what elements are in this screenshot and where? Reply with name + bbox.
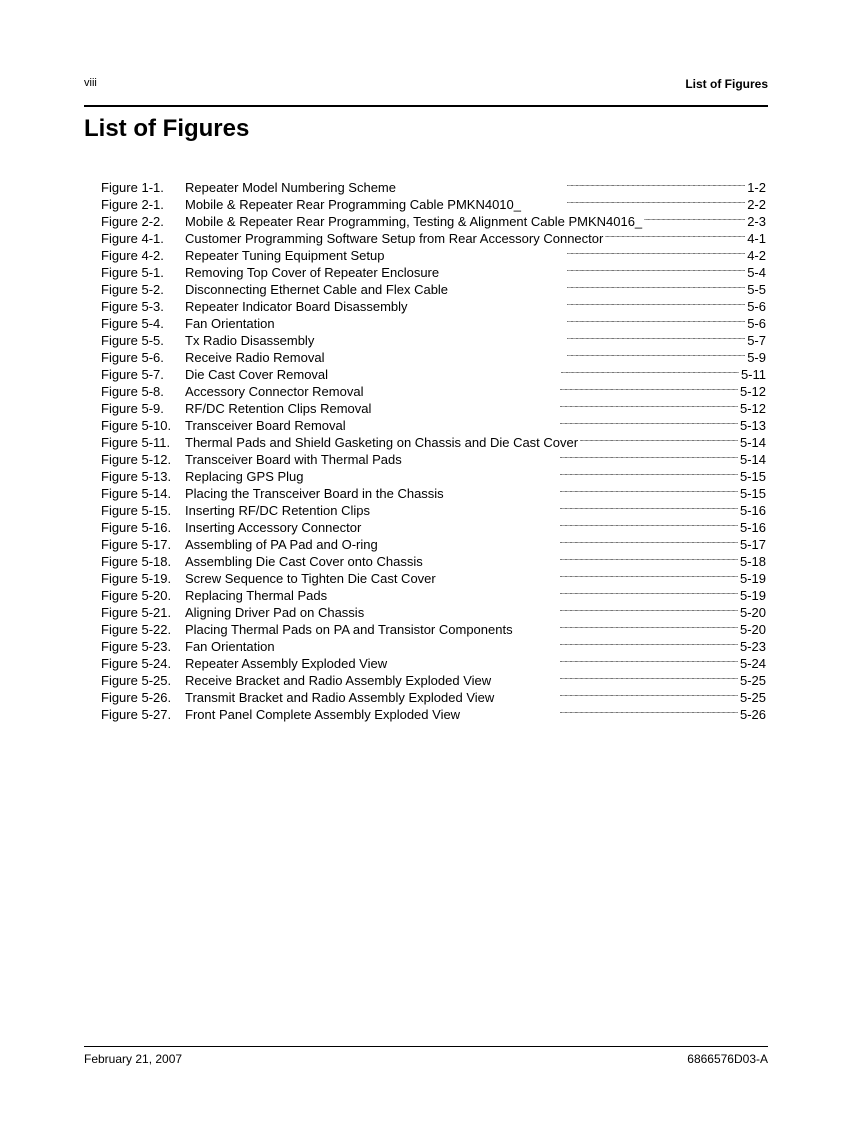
figure-title: Transceiver Board Removal	[185, 418, 346, 433]
figure-page-ref: 5-15	[739, 486, 766, 501]
figure-title: Fan Orientation	[185, 639, 275, 654]
dot-leader	[515, 617, 738, 634]
figure-title: Inserting RF/DC Retention Clips	[185, 503, 370, 518]
figure-number: Figure 5-3.	[101, 299, 164, 314]
figure-entry[interactable]	[101, 175, 766, 195]
figure-page-ref: 5-13	[739, 418, 766, 433]
figure-page-ref: 5-18	[739, 554, 766, 569]
footer-document-number: 6866576D03-A	[687, 1052, 768, 1066]
figure-page-ref: 5-20	[739, 605, 766, 620]
figure-number: Figure 5-6.	[101, 350, 164, 365]
figure-list	[101, 175, 766, 722]
dot-leader	[496, 685, 738, 702]
figure-page-ref: 5-20	[739, 622, 766, 637]
figure-page-ref: 5-6	[747, 316, 766, 331]
figure-page-ref: 5-26	[739, 707, 766, 722]
figure-number: Figure 5-15.	[101, 503, 172, 518]
figure-page-ref: 5-25	[739, 673, 766, 688]
figure-page-ref: 4-2	[747, 248, 766, 263]
figure-title: Transmit Bracket and Radio Assembly Exploded View	[185, 690, 495, 705]
figure-page-ref: 5-12	[739, 384, 766, 399]
figure-title: Tx Radio Disassembly	[185, 333, 315, 348]
figure-page-ref: 2-3	[747, 214, 766, 229]
dot-leader	[329, 583, 738, 600]
figure-number: Figure 5-10.	[101, 418, 172, 433]
figure-title: Placing the Transceiver Board in the Chassis	[185, 486, 444, 501]
figure-title: Disconnecting Ethernet Cable and Flex Cable	[185, 282, 449, 297]
figure-title: Repeater Indicator Board Disassembly	[185, 299, 408, 314]
dot-leader	[372, 498, 738, 515]
figure-number: Figure 4-1.	[101, 231, 164, 246]
dot-leader	[330, 362, 739, 379]
figure-page-ref: 1-2	[747, 180, 766, 195]
figure-page-ref: 5-4	[747, 265, 766, 280]
figure-page-ref: 4-1	[747, 231, 766, 246]
figure-page-ref: 5-17	[739, 537, 766, 552]
figure-title: Repeater Model Numbering Scheme	[185, 180, 396, 195]
figure-title: Assembling of PA Pad and O-ring	[185, 537, 378, 552]
figure-title: Receive Radio Removal	[185, 350, 325, 365]
dot-leader	[277, 311, 746, 328]
figure-page-ref: 5-16	[739, 503, 766, 518]
figure-title: Screw Sequence to Tighten Die Cast Cover	[185, 571, 436, 586]
figure-number: Figure 5-1.	[101, 265, 164, 280]
dot-leader	[380, 532, 738, 549]
figure-title: Mobile & Repeater Rear Programming, Testing & Alignment Cable PMKN4016_	[185, 214, 643, 229]
dot-leader	[277, 634, 738, 651]
figure-title: Mobile & Repeater Rear Programming Cable PMKN4010_	[185, 197, 521, 212]
figure-number: Figure 5-18.	[101, 554, 172, 569]
figure-number: Figure 5-21.	[101, 605, 172, 620]
figure-number: Figure 5-13.	[101, 469, 172, 484]
dot-leader	[373, 396, 738, 413]
figure-title: Transceiver Board with Thermal Pads	[185, 452, 402, 467]
figure-number: Figure 5-14.	[101, 486, 172, 501]
figure-number: Figure 5-24.	[101, 656, 172, 671]
figure-title: Front Panel Complete Assembly Exploded View	[185, 707, 461, 722]
figure-page-ref: 5-11	[740, 367, 766, 382]
figure-title: Replacing Thermal Pads	[185, 588, 328, 603]
figure-number: Figure 5-22.	[101, 622, 172, 637]
dot-leader	[398, 175, 745, 192]
dot-leader	[386, 243, 745, 260]
figure-page-ref: 5-25	[739, 690, 766, 705]
figure-number: Figure 5-20.	[101, 588, 172, 603]
figure-number: Figure 5-27.	[101, 707, 172, 722]
page-footer	[84, 1052, 768, 1068]
dot-leader	[462, 702, 738, 719]
figure-number: Figure 5-11.	[101, 435, 171, 450]
header-divider	[84, 105, 768, 107]
figure-page-ref: 5-6	[747, 299, 766, 314]
figure-number: Figure 5-23.	[101, 639, 172, 654]
figure-page-ref: 5-7	[747, 333, 766, 348]
figure-title: Repeater Assembly Exploded View	[185, 656, 388, 671]
figure-title: Inserting Accessory Connector	[185, 520, 362, 535]
dot-leader	[446, 481, 738, 498]
dot-leader	[438, 566, 738, 583]
footer-date: February 21, 2007	[84, 1052, 183, 1066]
dot-leader	[493, 668, 738, 685]
figure-page-ref: 2-2	[747, 197, 766, 212]
page-header	[84, 77, 768, 93]
dot-leader	[404, 447, 738, 464]
header-page-number: viii	[84, 77, 97, 89]
figure-title: Removing Top Cover of Repeater Enclosure	[185, 265, 440, 280]
figure-title: Fan Orientation	[185, 316, 275, 331]
figure-number: Figure 5-8.	[101, 384, 164, 399]
figure-number: Figure 5-16.	[101, 520, 172, 535]
dot-leader	[366, 600, 738, 617]
figure-title: Customer Programming Software Setup from Rear Accessory Connector	[185, 231, 604, 246]
dot-leader	[410, 294, 746, 311]
header-section-title: List of Figures	[685, 77, 768, 91]
dot-leader	[348, 413, 738, 430]
dot-leader	[363, 515, 738, 532]
dot-leader	[365, 379, 738, 396]
dot-leader	[644, 209, 745, 226]
figure-title: Thermal Pads and Shield Gasketing on Chassis and Die Cast Cover	[185, 435, 579, 450]
figure-page-ref: 5-24	[739, 656, 766, 671]
dot-leader	[306, 464, 738, 481]
figure-number: Figure 5-12.	[101, 452, 172, 467]
figure-number: Figure 5-25.	[101, 673, 172, 688]
figure-page-ref: 5-14	[739, 435, 766, 450]
figure-title: Receive Bracket and Radio Assembly Exploded View	[185, 673, 492, 688]
footer-divider	[84, 1046, 768, 1047]
figure-number: Figure 5-9.	[101, 401, 164, 416]
dot-leader	[425, 549, 738, 566]
figure-page-ref: 5-23	[739, 639, 766, 654]
figure-page-ref: 5-9	[747, 350, 766, 365]
figure-number: Figure 2-2.	[101, 214, 164, 229]
dot-leader	[450, 277, 745, 294]
figure-number: Figure 4-2.	[101, 248, 164, 263]
figure-number: Figure 2-1.	[101, 197, 164, 212]
figure-page-ref: 5-5	[747, 282, 766, 297]
dot-leader	[326, 345, 745, 362]
figure-title: Repeater Tuning Equipment Setup	[185, 248, 385, 263]
figure-title: Aligning Driver Pad on Chassis	[185, 605, 365, 620]
figure-number: Figure 5-26.	[101, 690, 172, 705]
dot-leader	[523, 192, 745, 209]
figure-number: Figure 5-2.	[101, 282, 164, 297]
dot-leader	[441, 260, 745, 277]
dot-leader	[316, 328, 745, 345]
figure-page-ref: 5-19	[739, 588, 766, 603]
figure-title: Placing Thermal Pads on PA and Transistor Components	[185, 622, 513, 637]
figure-number: Figure 5-5.	[101, 333, 164, 348]
figure-number: Figure 5-4.	[101, 316, 164, 331]
dot-leader	[580, 430, 738, 447]
figure-title: RF/DC Retention Clips Removal	[185, 401, 372, 416]
figure-title: Accessory Connector Removal	[185, 384, 364, 399]
figure-title: Replacing GPS Plug	[185, 469, 304, 484]
figure-number: Figure 5-7.	[101, 367, 164, 382]
figure-number: Figure 5-17.	[101, 537, 172, 552]
figure-title: Die Cast Cover Removal	[185, 367, 329, 382]
dot-leader	[389, 651, 738, 668]
figure-page-ref: 5-12	[739, 401, 766, 416]
dot-leader	[605, 226, 745, 243]
figure-title: Assembling Die Cast Cover onto Chassis	[185, 554, 423, 569]
page-title: List of Figures	[84, 115, 250, 142]
figure-page-ref: 5-16	[739, 520, 766, 535]
figure-page-ref: 5-15	[739, 469, 766, 484]
figure-number: Figure 5-19.	[101, 571, 172, 586]
figure-page-ref: 5-14	[739, 452, 766, 467]
figure-page-ref: 5-19	[739, 571, 766, 586]
figure-number: Figure 1-1.	[101, 180, 164, 195]
